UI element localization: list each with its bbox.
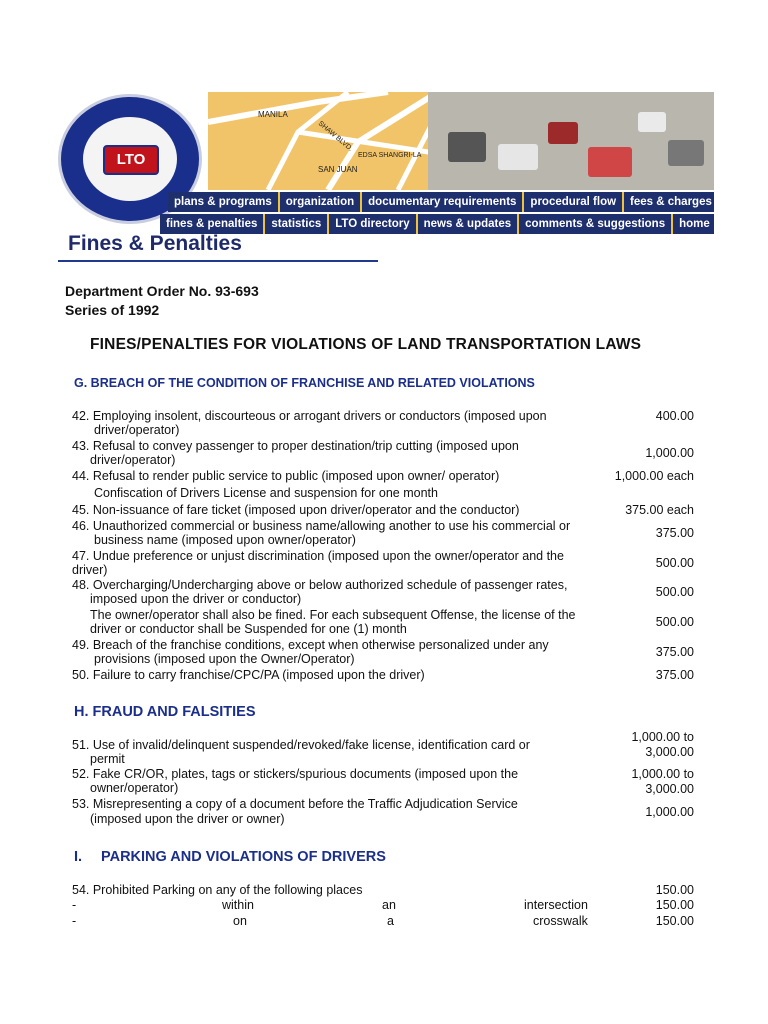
order-series: Series of 1992 (65, 302, 160, 318)
nav-documentary-requirements[interactable]: documentary requirements (360, 192, 522, 212)
svg-text:EDSA SHANGRI-LA: EDSA SHANGRI-LA (358, 152, 422, 159)
traffic-photo-graphic (428, 92, 714, 190)
section-h-title: H. FRAUD AND FALSITIES (74, 704, 256, 720)
order-number: Department Order No. 93-693 (65, 283, 259, 299)
nav-bar-secondary (160, 214, 714, 234)
nav-bar-primary (168, 192, 714, 212)
document-heading: FINES/PENALTIES FOR VIOLATIONS OF LAND TRANSPORTATION LAWS (90, 336, 642, 353)
nav-procedural-flow[interactable]: procedural flow (522, 192, 622, 212)
traffic-photo (428, 92, 714, 190)
nav-organization[interactable]: organization (278, 192, 360, 212)
svg-text:SHAW BLVD.: SHAW BLVD. (316, 120, 354, 153)
department-order (65, 282, 259, 320)
section-i-number: I. (74, 849, 83, 865)
svg-text:SAN JUAN: SAN JUAN (318, 165, 358, 174)
nav-lto-directory[interactable]: LTO directory (327, 214, 415, 234)
nav-statistics[interactable]: statistics (263, 214, 327, 234)
logo-badge: LTO (103, 145, 159, 175)
title-underline (58, 260, 378, 262)
nav-fees-charges[interactable]: fees & charges (622, 192, 718, 212)
nav-plans-programs[interactable]: plans & programs (174, 196, 272, 208)
map-label-manila: MANILA (258, 110, 288, 119)
page-title: Fines & Penalties (68, 232, 242, 255)
section-i-title: PARKING AND VIOLATIONS OF DRIVERS (101, 849, 386, 865)
section-g-title: G. BREACH OF THE CONDITION OF FRANCHISE AND RELATED VIOLATIONS (74, 376, 535, 390)
nav-fines-penalties[interactable]: fines & penalties (166, 218, 258, 230)
nav-comments-suggestions[interactable]: comments & suggestions (517, 214, 671, 234)
nav-news-updates[interactable]: news & updates (416, 214, 518, 234)
logo-center (83, 117, 177, 201)
nav-home[interactable]: home (671, 214, 716, 234)
